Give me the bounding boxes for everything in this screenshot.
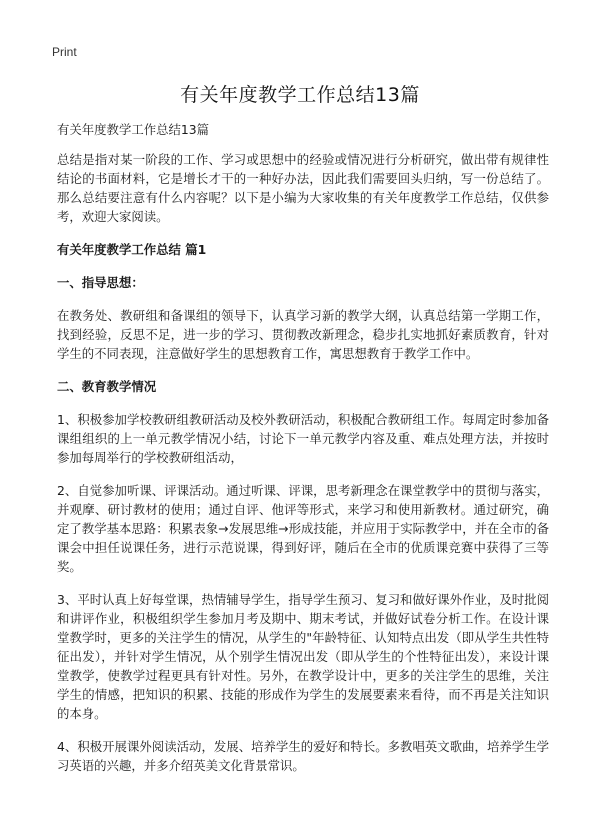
list-item-3: 3、平时认真上好每堂课，热情辅导学生，指导学生预习、复习和做好课外作业，及时批阅和讲评作业，积极组织学生参加月考及期中、期末考试，并做好试卷分析工作。在设计课堂教学时，更多的关注学生的情况，从学生的"年龄特征、认知特点出发（即从学生共性特征出发），并针对学生情况，从个别学生情况出发（即从学生的个性特征出发），来设计课堂教学，使教学过程更具有针对性。另外，在教学设计中，更多的关注学生的思维，关注学生的情感，把知识的积累、技能的形成作为学生的发展要素来看待，而不再是关注知识的本身。 — [57, 592, 549, 721]
section-title: 有关年度教学工作总结 篇1 — [57, 242, 207, 257]
paragraph-guiding-thought: 在教务处、教研组和备课组的领导下，认真学习新的教学大纲，认真总结第一学期工作，找到经验，反思不足，进一步的学习、贯彻教改新理念，稳步扎实地抓好素质教育，针对学生的不同表现，注意做好学生的思想教育工作，寓思想教育于教学工作中。 — [57, 308, 549, 361]
print-link[interactable]: Print — [52, 45, 77, 59]
list-item-2: 2、自觉参加听课、评课活动。通过听课、评课，思考新理念在课堂教学中的贯彻与落实，并观摩、研讨教材的使用；通过自评、他评等形式，来学习和使用新教材。通过研究，确定了教学基本思路：积累表象→发展思维→形成技能，并应用于实际教学中，并在全市的备课会中担任说课任务，进行示范说课，得到好评，随后在全市的优质课竞赛中获得了三等奖。 — [57, 483, 549, 574]
list-item-4: 4、积极开展课外阅读活动，发展、培养学生的爱好和特长。多教唱英文歌曲，培养学生学习英语的兴趣，并多介绍英美文化背景常识。 — [57, 739, 549, 773]
heading-teaching-situation: 二、教育教学情况 — [57, 379, 157, 394]
heading-guiding-thought: 一、指导思想： — [57, 275, 144, 290]
document-body — [57, 120, 549, 789]
document-subtitle: 有关年度教学工作总结13篇 — [57, 122, 210, 137]
list-item-1: 1、积极参加学校教研组教研活动及校外教研活动，积极配合教研组工作。每周定时参加备课组组织的上一单元教学情况小结，讨论下一单元教学内容及重、难点处理方法，并按时参加每周举行的学校教研组活动， — [57, 412, 549, 465]
page-title: 有关年度教学工作总结13篇 — [180, 84, 420, 106]
intro-paragraph: 总结是指对某一阶段的工作、学习或思想中的经验或情况进行分析研究，做出带有规律性结论的书面材料，它是增长才干的一种好办法，因此我们需要回头归纳，写一份总结了。那么总结要注意有什么内容呢？以下是小编为大家收集的有关年度教学工作总结，仅供参考，欢迎大家阅读。 — [57, 152, 549, 224]
